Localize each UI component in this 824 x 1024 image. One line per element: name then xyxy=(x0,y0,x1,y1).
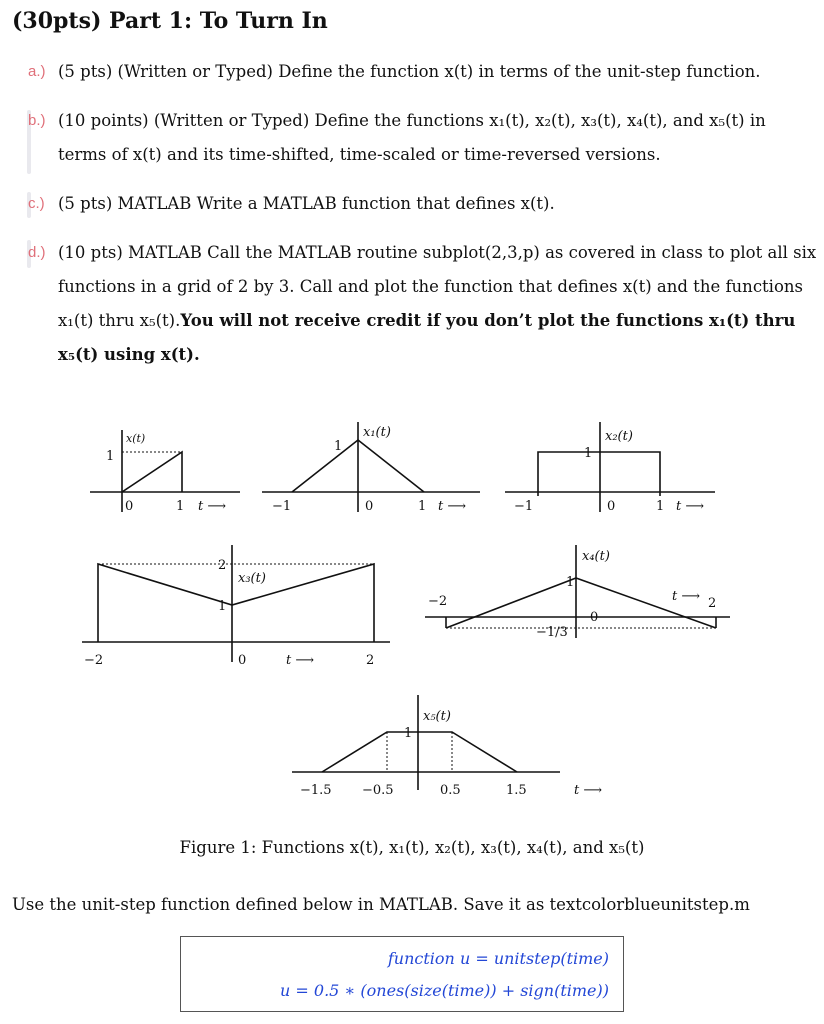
item-d-label: d.) xyxy=(28,244,46,261)
item-d-line4: x₅(t) using x(t). xyxy=(58,345,200,364)
plot-x4-name: x₄(t) xyxy=(582,549,610,564)
plot-x5-name: x₅(t) xyxy=(423,709,451,724)
plot-x1-tick-1: 0 xyxy=(365,499,374,514)
plot-x5-tick-3: 1.5 xyxy=(506,783,527,798)
instruction-paragraph: Use the unit-step function defined below in MATLAB. Save it as textcolorblueunitstep.m xyxy=(12,895,750,914)
item-d-line3 xyxy=(58,304,798,338)
plot-x2-level: 1 xyxy=(584,446,593,461)
item-b-line1: (10 points) (Written or Typed) Define the functions x₁(t), x₂(t), x₃(t), x₄(t), and x₅(t) in xyxy=(58,111,766,130)
plot-x1-tick-0: −1 xyxy=(272,499,292,514)
plot-x5-tick-2: 0.5 xyxy=(440,783,461,798)
plot-x4-tick-1: 2 xyxy=(708,596,717,611)
item-a-text: (5 pts) (Written or Typed) Define the function x(t) in terms of the unit-step function. xyxy=(58,62,761,81)
plot-x3-axis-label: t ⟶ xyxy=(286,653,314,668)
code-box xyxy=(180,936,624,1012)
plot-x-axis-label: t ⟶ xyxy=(198,499,226,514)
plot-x3-name: x₃(t) xyxy=(238,571,266,586)
code-line-1: function u = unitstep(time) xyxy=(387,949,609,968)
plot-x3 xyxy=(82,545,390,662)
plot-x3-tick-0: −2 xyxy=(84,653,104,668)
item-d-line2: functions in a grid of 2 by 3. Call and plot the function that defines x(t) and the functions xyxy=(58,277,803,296)
plot-x2-signal xyxy=(538,452,660,496)
plot-x4-axis-label: t ⟶ xyxy=(672,589,700,604)
plot-x-level: 1 xyxy=(106,449,115,464)
plot-x3-level-1: 1 xyxy=(218,599,227,614)
item-b-label: b.) xyxy=(28,112,46,129)
plot-x1-name: x₁(t) xyxy=(363,425,391,440)
plot-x3-tick-2: 2 xyxy=(366,653,375,668)
plot-x3-tick-1: 0 xyxy=(238,653,247,668)
plot-x2-tick-0: −1 xyxy=(514,499,534,514)
plot-x2-tick-2: 1 xyxy=(656,499,665,514)
plot-x5-axis-label: t ⟶ xyxy=(574,783,602,798)
plot-x-tick-0: 0 xyxy=(125,499,134,514)
plot-x5-tick-0: −1.5 xyxy=(300,783,332,798)
item-b-line2: terms of x(t) and its time-shifted, time-scaled or time-reversed versions. xyxy=(58,145,661,164)
plot-x3-signal xyxy=(98,564,374,642)
item-a-label: a.) xyxy=(28,63,46,80)
item-c-text: (5 pts) MATLAB Write a MATLAB function that defines x(t). xyxy=(58,194,555,213)
plot-x2-name: x₂(t) xyxy=(605,429,633,444)
plot-x3-level-2: 2 xyxy=(218,558,227,573)
figure-plots xyxy=(0,400,824,830)
plot-x1-tick-2: 1 xyxy=(418,499,427,514)
plot-x5-tick-1: −0.5 xyxy=(362,783,394,798)
plot-x4-level-0: 0 xyxy=(590,610,599,625)
plot-x4-tick-0: −2 xyxy=(428,594,448,609)
section-heading: (30pts) Part 1: To Turn In xyxy=(12,8,328,34)
plot-x5-signal xyxy=(322,732,517,772)
plot-x5-level: 1 xyxy=(404,726,413,741)
code-line-2: u = 0.5 ∗ (ones(size(time)) + sign(time)) xyxy=(280,981,609,1000)
plot-x4-level-1: 1 xyxy=(566,575,575,590)
item-d-line3a: x₁(t) thru x₅(t). xyxy=(58,311,181,330)
item-d-warning: You will not receive credit if you don’t plot the functions x₁(t) thru xyxy=(180,311,796,330)
figure-caption: Figure 1: Functions x(t), x₁(t), x₂(t), x₃(t), x₄(t), and x₅(t) xyxy=(179,838,645,857)
plot-x1-axis-label: t ⟶ xyxy=(438,499,466,514)
plot-x2-axis-label: t ⟶ xyxy=(676,499,704,514)
plot-x4-level-neg: −1/3 xyxy=(536,625,568,640)
plot-x-name: x(t) xyxy=(126,432,146,445)
plot-x-tick-1: 1 xyxy=(176,499,185,514)
plot-x-signal xyxy=(122,452,182,492)
plot-x1-level: 1 xyxy=(334,439,343,454)
item-d-line1: (10 pts) MATLAB Call the MATLAB routine subplot(2,3,p) as covered in class to plot all six xyxy=(58,243,817,262)
plot-x2-tick-1: 0 xyxy=(607,499,616,514)
item-c-label: c.) xyxy=(28,195,45,212)
